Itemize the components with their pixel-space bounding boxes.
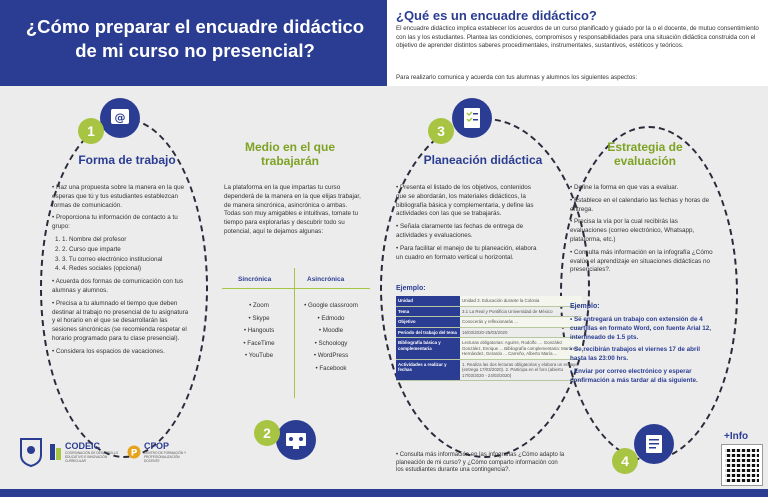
more-info-label: +Info [724, 431, 749, 442]
platform-item: • Moodle [318, 327, 344, 334]
s4-item: • Define la forma en que vas a evaluar. [570, 184, 715, 193]
table-value: Conocerás y reflexionarás ... [460, 317, 582, 328]
platform-item: • FaceTime [243, 339, 275, 347]
s1-list-item: 4. 4. Redes sociales (opcional) [62, 265, 192, 274]
platform-item: • Schoology [314, 339, 348, 347]
s1-paragraph: • Haz una propuesta sobre la manera en la que esperas que tú y tus estudiantes establezcan formas de comunicación. [52, 184, 192, 210]
s4-example-label: Ejemplo: [570, 303, 600, 310]
section-3-text [396, 184, 542, 266]
chat-icon [100, 98, 140, 138]
codeic-subtitle: COORDINACIÓN DE DESARROLLO EDUCATIVO E INNOVACIÓN CURRICULAR [65, 451, 119, 463]
table-key: Unidad [396, 296, 460, 306]
step-number-4: 4 [612, 448, 638, 474]
table-key: Tema [396, 306, 460, 317]
table-key: Objetivo [396, 317, 460, 328]
devices-icon [276, 420, 316, 460]
intro-text: El encuadre didáctico implica establecer los acuerdos de un curso planificado y guiado por la o el docente, de mutuo consentimiento con las y los estudiantes. Plantea las condiciones, compromisos y responsabilidades para una situación didáctica construida con el objetivo de aprender distintos saberes procedimentales, instrumentales, sustantivos, estéticos y teóricos. [396, 25, 759, 50]
platform-item: • Zoom [249, 302, 269, 309]
s3-example-label: Ejemplo: [396, 285, 426, 292]
table-value: 3.1 La Real y Pontificia Universidad de México [460, 306, 582, 317]
platform-item: • YouTube [244, 352, 274, 359]
section-2-text: La plataforma en la que impartas tu curso dependerá de la manera en la que elijas trabajar, de manera sincrónica, asincrónica o ambas. Todas son muy amigables e intuitivas, tomate tu tiempo para explorarlas y descubrir todo su potencial, aquí te dejamos algunas: [224, 184, 361, 235]
svg-text:@: @ [114, 111, 126, 124]
qr-code-icon[interactable] [722, 445, 762, 485]
footer-bar [0, 489, 768, 497]
s3-paragraph: • Para facilitar el manejo de tu planeación, elabora un cuadro en formato vertical u horizontal. [396, 245, 542, 263]
sync-heading: Sincrónica [238, 276, 272, 283]
section-title-forma-de-trabajo: Forma de trabajo [78, 153, 176, 167]
document-icon [634, 424, 674, 464]
table-row [396, 327, 582, 338]
table-row [396, 306, 582, 317]
cfop-name: CFOP [144, 441, 170, 451]
step-number-1: 1 [78, 118, 104, 144]
table-key: Actividades a realizar y fechas [396, 359, 460, 381]
table-value: 1. Realiza las dos lecturas obligatorias y elabora un ensayo (entrega 17/03/2020). 2. Participa en el foro (abierto 17/03/2020 - 24/03/2020) [460, 359, 582, 381]
table-key: Bibliografía básica y complementaria [396, 338, 460, 360]
s4-item: • Consulta más información en la infografía ¿Cómo evalúo el aprendizaje en situaciones didácticas no presenciales?. [570, 249, 715, 275]
s3-paragraph: • Presenta el listado de los objetivos, contenidos que se abordarán, los materiales didácticos, la bibliografía básica y complementaria, y define las actividades con las que se trabajarás. [396, 184, 542, 219]
s1-paragraph: • Precisa a tu alumnado el tiempo que deben destinar al trabajo no presencial de tu asignatura y el horario en el que se desarrollarán las sesiones sincrónicas (se recomienda respetar el horario programado para tu clase presencial). [52, 300, 192, 344]
header-banner [0, 0, 387, 86]
divider-vertical [294, 268, 295, 398]
footer-logos [18, 437, 196, 467]
s3-paragraph: • Señala claramente las fechas de entrega de actividades y evaluaciones. [396, 223, 542, 241]
s4-example-item: • Enviar por correo electrónico y esperar confirmación a más tardar al día siguiente. [570, 368, 715, 386]
platform-item: • Skype [248, 314, 270, 322]
s1-list-item: 2. 2. Curso que imparte [62, 246, 192, 255]
cfop-mark-icon [127, 445, 141, 459]
intro-text-2: Para realizarlo comunica y acuerda con tus alumnas y alumnos los siguientes aspectos: [396, 74, 638, 81]
s4-example-item: • Se recibirán trabajos el viernes 17 de abril hasta las 23:00 hrs. [570, 346, 715, 364]
cfop-logo [127, 441, 196, 463]
codeic-mark-icon [50, 444, 62, 460]
platform-item: • Facebook [315, 364, 347, 372]
section-1-text [52, 184, 192, 361]
unam-seal-icon [18, 437, 44, 467]
s1-list-item: 1. 1. Nombre del profesor [62, 236, 192, 245]
table-value: Lecturas obligatorias: Aguirre, Rodolfo. ... González González, Enrique ... Bibliografía complementaria: Martínez Hernández, Gerardo ... Carreño, Alberto María ... [460, 338, 582, 360]
platform-item: • Google classroom [304, 302, 358, 309]
section-title-evaluacion: Estrategia de evaluación [607, 140, 683, 168]
checklist-icon [452, 98, 492, 138]
divider-horizontal [222, 288, 370, 289]
platform-item: • WordPress [313, 352, 349, 359]
section-title-planeacion: Planeación didáctica [423, 153, 543, 167]
intro-panel [387, 0, 768, 86]
section-title-medio: Medio en el que trabajarán [244, 140, 335, 168]
s1-paragraph: • Proporciona tu información de contacto a tu grupo: [52, 214, 192, 232]
async-heading: Asincrónica [307, 276, 345, 283]
s3-more-info: • Consulta más información en las infografías ¿Cómo adapto la planeación de mi curso? y ¿Cómo comparto información con los estudiantes durante una contingencia?. [396, 452, 566, 475]
platform-item: • Hangouts [243, 327, 275, 334]
s4-example-item: • Se entregará un trabajo con extensión de 4 cuartillas en formato Word, con fuente Arial 12, interlineado de 1.5 pts. [570, 316, 715, 342]
cfop-subtitle: CENTRO DE FORMACIÓN Y PROFESIONALIZACIÓN DOCENTE [144, 451, 187, 463]
codeic-logo [50, 441, 121, 463]
step-number-3: 3 [428, 118, 454, 144]
s4-item: • Precisa la vía por la cual recibirás las evaluaciones (correo electrónico, Whatsapp, plataforma, etc.) [570, 218, 715, 244]
s1-paragraph: • Acuerda dos formas de comunicación con tus alumnas y alumnos. [52, 278, 192, 296]
async-platform-list [300, 300, 362, 375]
table-value: 16/03/2020-25/03/2020 [460, 327, 582, 338]
intro-title: ¿Qué es un encuadre didáctico? [396, 8, 597, 23]
sync-platform-list [228, 300, 290, 363]
s4-item: • Establece en el calendario las fechas y horas de entrega. [570, 197, 715, 215]
s3-footnote [396, 452, 566, 479]
s1-paragraph: • Considera los espacios de vacaciones. [52, 348, 192, 357]
table-value: Unidad 3. Educación durante la Colonia [460, 296, 582, 306]
table-row [396, 317, 582, 328]
table-row [396, 338, 582, 360]
table-row [396, 359, 582, 381]
section-4-text [570, 184, 715, 279]
planning-example-table [396, 296, 582, 381]
table-key: Periodo del trabajo del tema [396, 327, 460, 338]
step-number-2: 2 [254, 420, 280, 446]
page-title: ¿Cómo preparar el encuadre didáctico de mi curso no presencial? [25, 16, 365, 61]
svg-text:P: P [130, 448, 138, 459]
path-circle-4 [560, 126, 738, 461]
codeic-name: CODEIC [65, 441, 101, 451]
platform-item: • Edmodo [317, 314, 345, 322]
s4-example [570, 316, 715, 390]
s1-list-item: 3. 3. Tu correo electrónico institucional [62, 256, 192, 265]
table-row [396, 296, 582, 306]
